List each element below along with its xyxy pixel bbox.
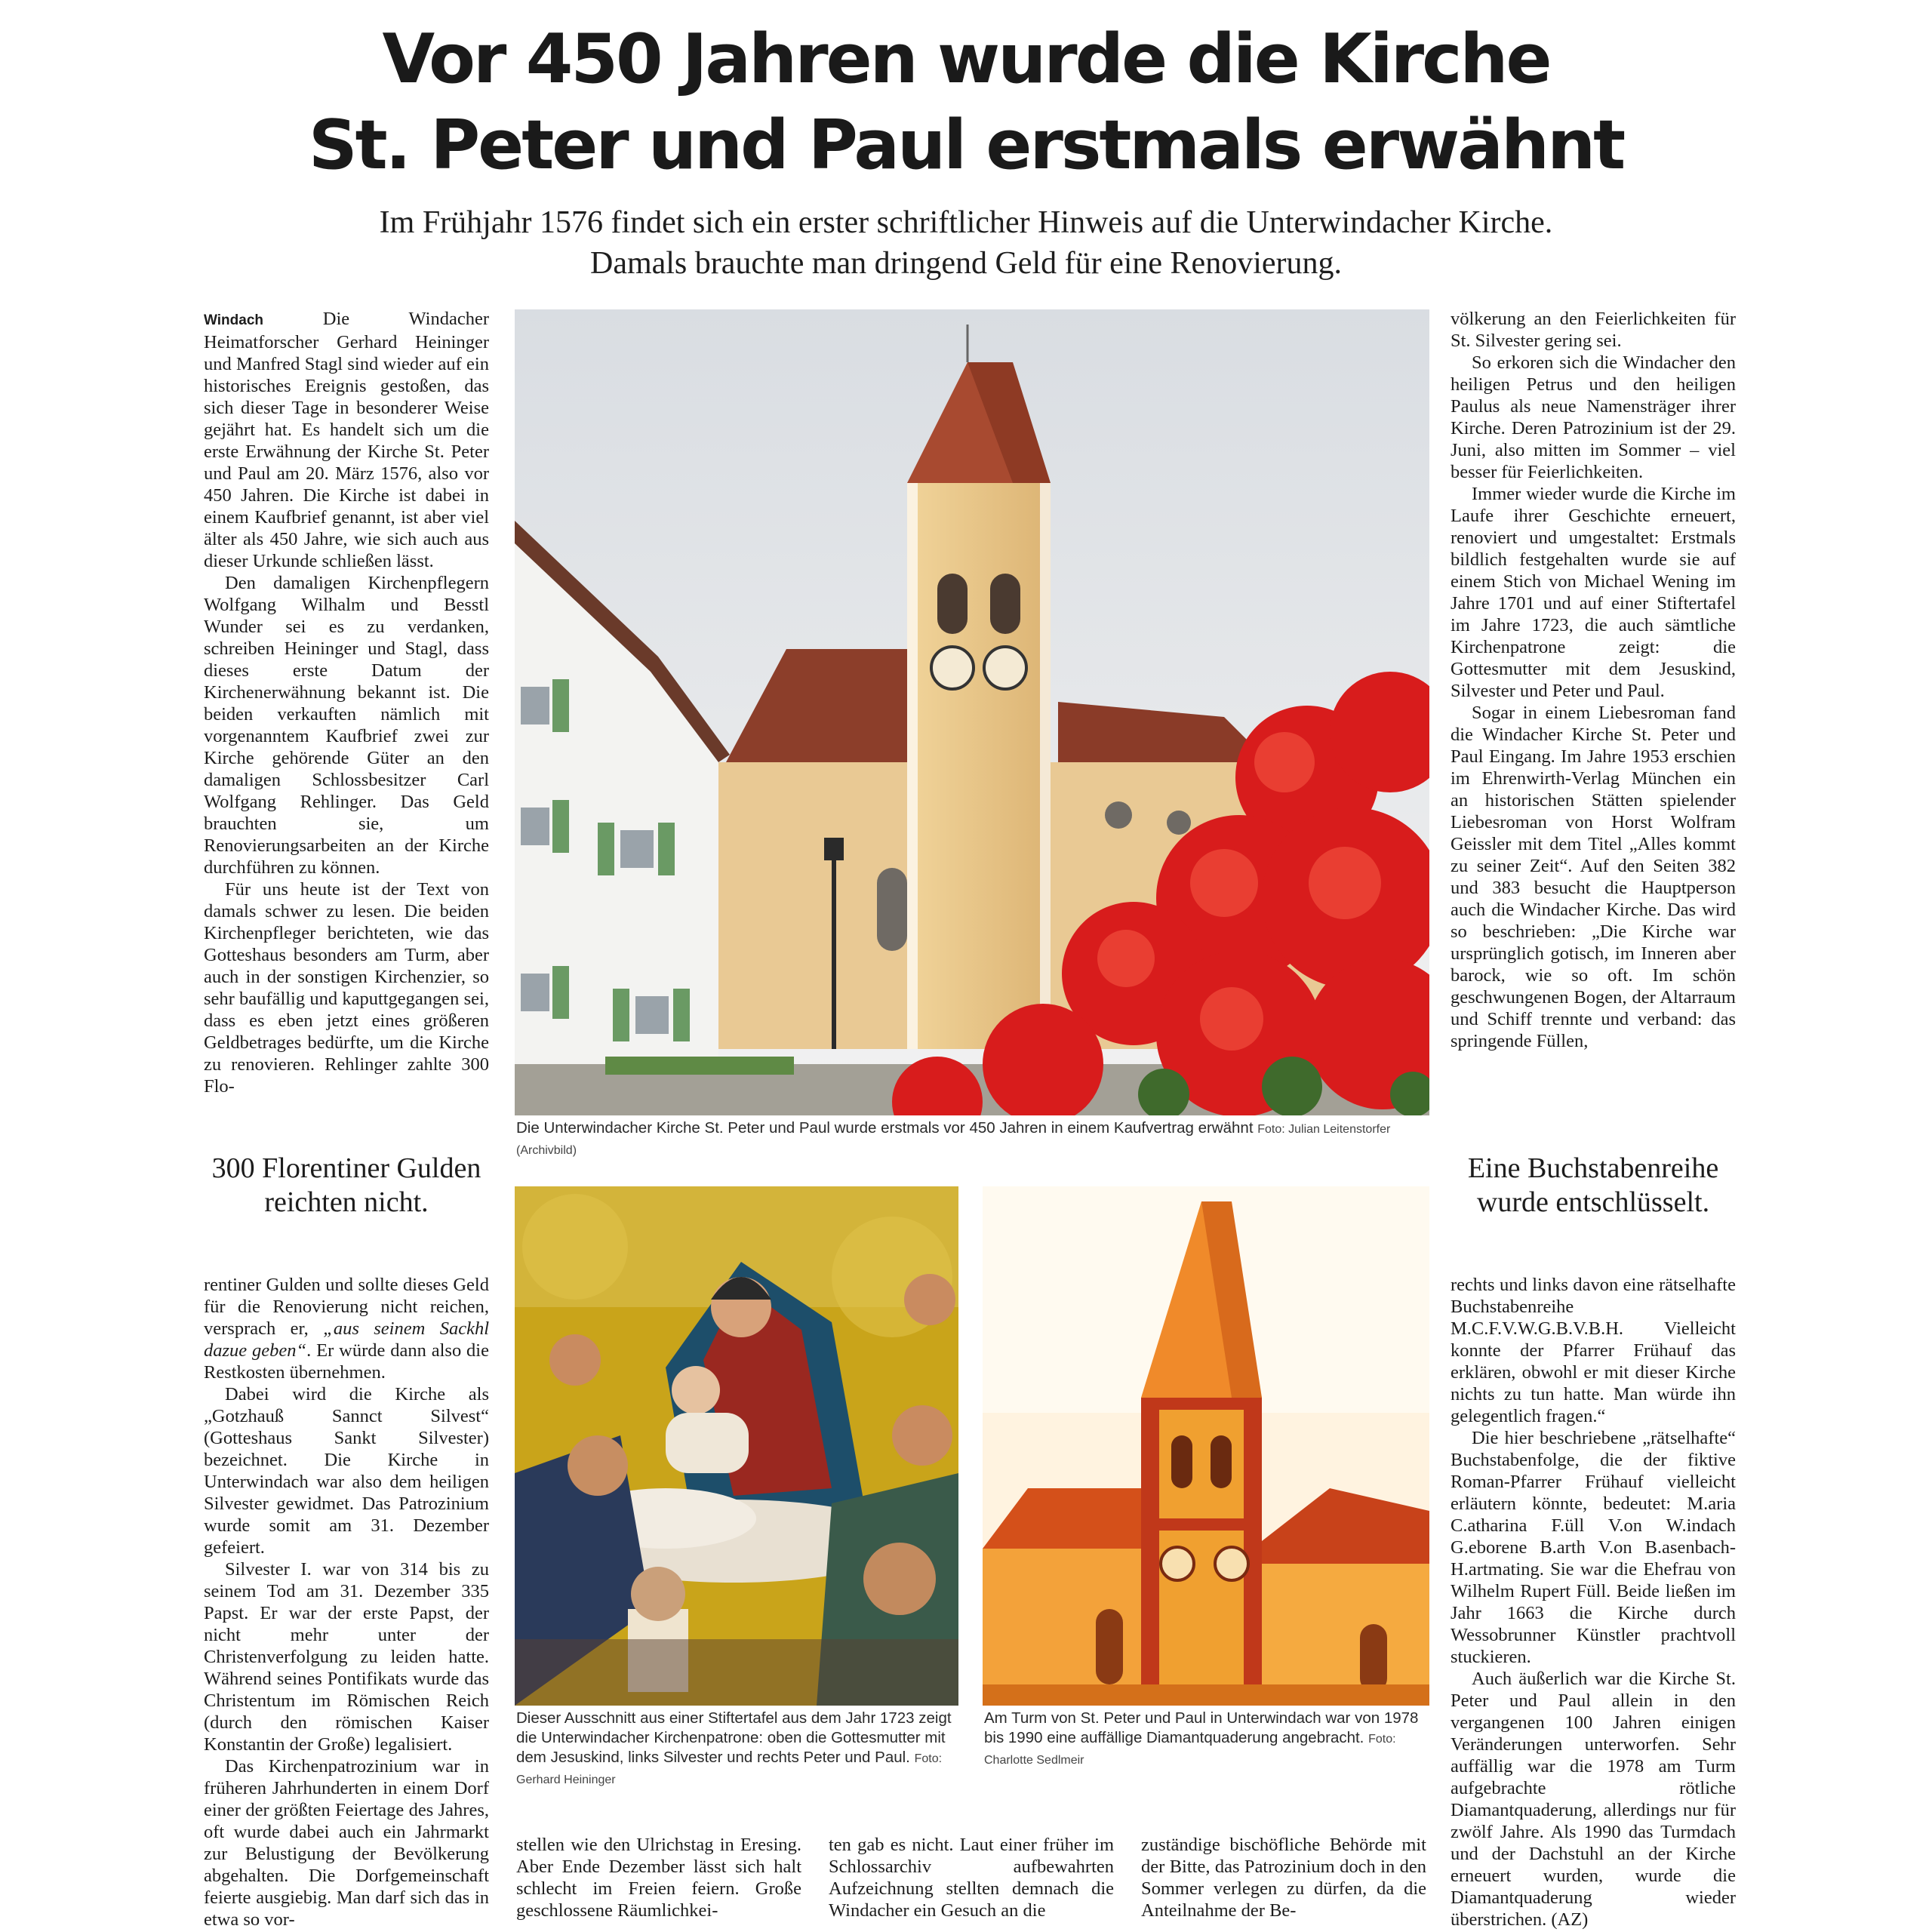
subheadline-line-2: Damals brauchte man dringend Geld für eine Renovierung. (589, 246, 1342, 281)
column-left-bottom (204, 1274, 489, 1930)
photo-credit: Foto: Charlotte Sedlmeir (984, 1733, 1396, 1767)
photo-credit: Foto: Gerhard Heininger (516, 1752, 943, 1786)
paragraph: Die hier beschriebene „rätselhafte“ Buchstabenfolge, die der fiktive Roman-Pfarrer Frühauf vielleicht erläutern könnte, bedeutet: M.aria C.atharina F.üll V.on W.indach G.eborene B.arth V.on B.asenbach- H.artmating. Sie war die Ehefrau von Wilhelm Rupert Füll. Beide ließen im Jahr 1663 die Kirche durch Wessobrunner Künstler prachtvoll stuckieren. (1451, 1428, 1736, 1667)
headline-line-1: Vor 450 Jahren wurde die Kirche (382, 20, 1550, 99)
photo-credit: Foto: Julian Leitenstorfer (Archivbild) (516, 1123, 1391, 1157)
painting-photo (515, 1186, 958, 1706)
column-bottom-3 (1141, 1834, 1426, 1921)
dateline: Windach (204, 312, 263, 328)
paragraph: zuständige bischöfliche Behörde mit der Bitte, das Patrozinium doch in den Sommer verlegen zu dürfen, da die Anteilnahme der Be- (1141, 1835, 1426, 1921)
paragraph: Immer wieder wurde die Kirche im Laufe ihrer Geschichte erneuert, renoviert und umgestaltet: Erstmals bildlich festgehalten wurde sie auf einem Stich von Michael Wening im Jahre 1701 und auf einer Stiftertafel im Jahre 1723, die auch sämtliche Kirchenpatrone zeigt: die Gottesmutter mit dem Jesuskind, Silvester und Peter und Paul. (1451, 484, 1736, 701)
paragraph: stellen wie den Ulrichstag in Eresing. Aber Ende Dezember lässt sich halt schlecht im Freien feiern. Große geschlossene Räumlichkei- (516, 1835, 801, 1921)
paragraph: Dabei wird die Kirche als „Gotzhauß Sannct Silvest“ (Gotteshaus Sankt Silvester) bezeichnet. Die Kirche in Unterwindach war also dem heiligen Silvester gewidmet. Das Patrozinium wurde somit am 31. Dezember gefeiert. (204, 1384, 489, 1558)
paragraph: Den damaligen Kirchenpflegern Wolfgang Wilhalm und Besstl Wunder sei es zu verdanken, schreiben Heininger und Stagl, dass dieses erste Datum der Kirchenerwähnung bekannt ist. Die beiden verkauften nämlich mit vorgenanntem Kaufbrief zwei zur Kirche gehörende Güter an den damaligen Schlossbesitzer Carl Wolfgang Rehlinger. Das Geld brauchten sie, um Renovierungsarbeiten an der Kirche durchführen zu können. (204, 573, 489, 878)
headline (136, 17, 1796, 189)
column-bottom-2 (829, 1834, 1114, 1921)
subheadline (226, 202, 1706, 284)
tower-photo (983, 1186, 1429, 1706)
paragraph: Auch äußerlich war die Kirche St. Peter und Paul allein in den vergangenen 100 Jahren einigen Veränderungen unterworfen. Sehr auffällig war die 1978 am Turm aufgebrachte rötliche Diamantquaderung, allerdings nur für zwölf Jahre. Als 1990 das Turmdach und der Dachstuhl an der Kirche erneuert wurden, wurde die Diamantquaderung wieder überstrichen. (AZ) (1451, 1669, 1736, 1930)
caption-right (984, 1709, 1429, 1770)
paragraph-text: Die Windacher Heimatforscher Gerhard Heininger und Manfred Stagl sind wieder auf ein historisches Ereignis gestoßen, das sich dieser Tage in besonderer Weise gejährt hat. Es handelt sich um die erste Erwähnung der Kirche St. Peter und Paul am 20. März 1576, also vor 450 Jahren. Die Kirche ist dabei in einem Kaufbrief genannt, ist aber viel älter als 450 Jahre, wie sich auch aus dieser Urkunde schließen lässt. (204, 309, 489, 571)
column-bottom-1 (516, 1834, 801, 1921)
column-left-top (204, 308, 489, 1097)
paragraph-text: rentiner Gulden und sollte dieses Geld für die Renovierung nicht reichen, versprach er, (204, 1275, 489, 1339)
paragraph (204, 308, 489, 572)
paragraph: So erkoren sich die Windacher den heiligen Petrus und den heiligen Paulus als neue Namensträger ihrer Kirche. Deren Patrozinium ist der 29. Juni, also mitten im Sommer – viel besser für Feierlichkeiten. (1451, 352, 1736, 482)
caption-left (516, 1709, 960, 1790)
church-photo (515, 309, 1429, 1115)
subhead-left: 300 Florentiner Gulden reichten nicht. (211, 1152, 481, 1218)
subhead-right: Eine Buchstabenreihe wurde entschlüsselt. (1467, 1152, 1719, 1218)
caption-main (516, 1118, 1429, 1161)
column-right-top (1451, 308, 1736, 1052)
subheadline-line-1: Im Frühjahr 1576 findet sich ein erster schriftlicher Hinweis auf die Unterwindacher Kirche. (379, 205, 1553, 240)
caption-text: Dieser Ausschnitt aus einer Stiftertafel aus dem Jahr 1723 zeigt die Unterwindacher Kirchenpatrone: oben die Gottesmutter mit dem Jesuskind, links Silvester und rechts Peter und Paul. (516, 1709, 952, 1766)
headline-line-2: St. Peter und Paul erstmals erwähnt (308, 106, 1624, 185)
caption-text: Die Unterwindacher Kirche St. Peter und Paul wurde erstmals vor 450 Jahren in einem Kaufvertrag erwähnt (516, 1119, 1254, 1137)
paragraph-text: . Er würde dann also die Restkosten übernehmen. (204, 1340, 489, 1383)
column-right-bottom (1451, 1274, 1736, 1930)
paragraph: Sogar in einem Liebesroman fand die Windacher Kirche St. Peter und Paul Eingang. Im Jahre 1953 erschien im Ehrenwirth-Verlag München ein an historischen Stätten spielender Liebesroman von Horst Wolfram Geissler mit dem Titel „Alles kommt zu seiner Zeit“. Auf den Seiten 382 und 383 besucht die Hauptperson auch die Windacher Kirche. Das wird so beschrieben: „Die Kirche war ursprünglich gotisch, im Inneren aber barock, wie so oft. Im schön geschwungenen Bogen, der Altarraum und Schiff trennte und verband: das springende Füllen, (1451, 703, 1736, 1051)
paragraph: rechts und links davon eine rätselhafte Buchstabenreihe M.C.F.V.W.G.B.V.B.H. Vielleicht konnte der Pfarrer Frühauf das erklären, obwohl er mit dieser Kirche nichts zu tun hatte. Man würde ihn gelegentlich fragen.“ (1451, 1275, 1736, 1426)
paragraph: Silvester I. war von 314 bis zu seinem Tod am 31. Dezember 335 Papst. Er war der erste Papst, der nicht mehr unter der Christenverfolgung zu leiden hatte. Während seines Pontifikats wurde das Christentum im Römischen Reich (durch den römischen Kaiser Konstantin der Große) legalisiert. (204, 1559, 489, 1755)
paragraph: ten gab es nicht. Laut einer früher im Schlossarchiv aufbewahrten Aufzeichnung stellten demnach die Windacher ein Gesuch an die (829, 1835, 1114, 1921)
paragraph: völkerung an den Feierlichkeiten für St. Silvester gering sei. (1451, 309, 1736, 351)
paragraph (204, 1274, 489, 1383)
caption-text: Am Turm von St. Peter und Paul in Unterwindach war von 1978 bis 1990 eine auffällige Diamantquaderung angebracht. (984, 1709, 1419, 1746)
paragraph: Das Kirchenpatrozinium war in früheren Jahrhunderten in einem Dorf einer der größten Feiertage des Jahres, oft wurde dabei auch ein Jahrmarkt zur Belustigung der Bevölkerung abgehalten. Die Dorfgemeinschaft feierte ausgiebig. Man darf sich das in etwa so vor- (204, 1756, 489, 1930)
paragraph: Für uns heute ist der Text von damals schwer zu lesen. Die beiden Kirchenpfleger berichteten, wie das Gotteshaus besonders am Turm, aber auch in der sonstigen Kirchenzier, so sehr baufällig und kaputtgegangen sei, dass es eben jetzt eines größeren Geldbetrages bedürfte, um die Kirche zu renovieren. Rehlinger zahlte 300 Flo- (204, 879, 489, 1097)
quote: „aus seinem Sackhl dazue geben“ (204, 1318, 489, 1361)
